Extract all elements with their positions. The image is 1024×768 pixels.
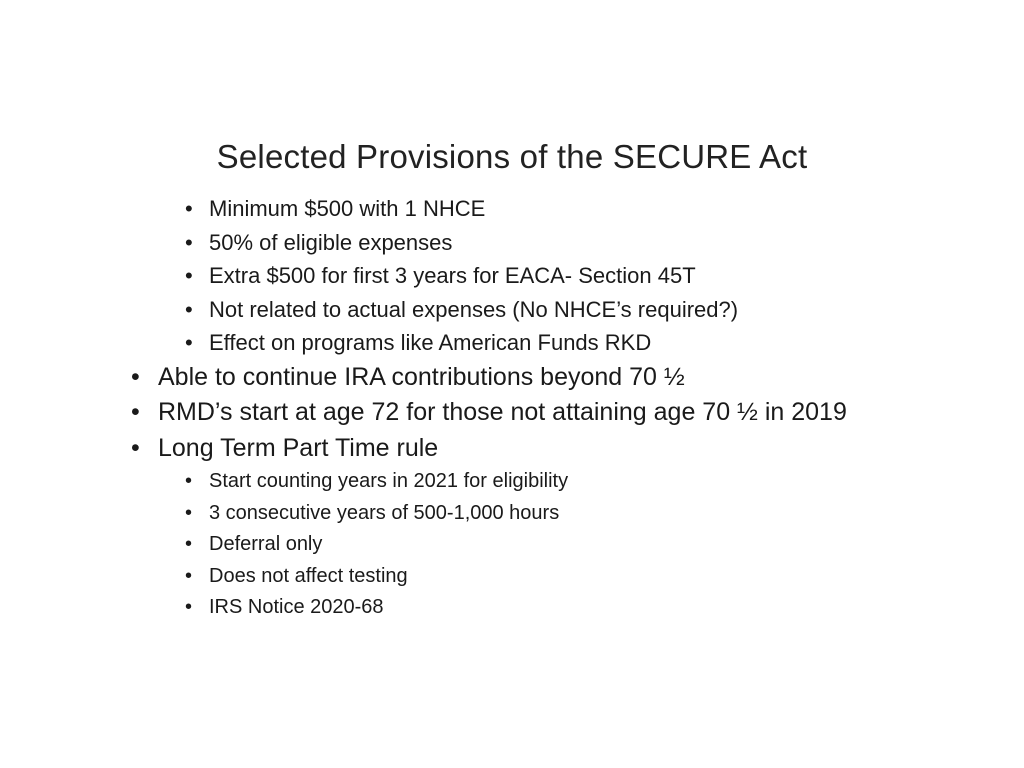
bullet-icon: • [185, 564, 193, 587]
bullet-icon: • [185, 196, 193, 221]
list-item-text: Start counting years in 2021 for eligibility [209, 470, 569, 492]
bullet-icon: • [185, 533, 193, 555]
list-item [131, 395, 1024, 431]
list-item-text: IRS Notice 2020-68 [209, 596, 384, 618]
list-item-text: 50% of eligible expenses [209, 229, 453, 255]
list-item-text: Extra $500 for first 3 years for EACA- Section 45T [209, 263, 696, 288]
bullet-icon: • [131, 433, 140, 462]
list-item [185, 192, 1024, 226]
bullet-list [0, 192, 1024, 624]
list-item [185, 466, 1024, 498]
list-item-text: Long Term Part Time rule [158, 433, 439, 462]
list-item [185, 293, 1024, 327]
list-item [185, 259, 1024, 293]
list-item-text: Able to continue IRA contributions beyond 70 ½ [158, 362, 685, 391]
list-item-text: Not related to actual expenses (No NHCE’s required?) [209, 296, 739, 322]
list-item-text: RMD’s start at age 72 for those not attaining age 70 ½ in 2019 [158, 398, 847, 426]
list-item [131, 431, 1024, 467]
bullet-icon: • [185, 263, 193, 288]
bullet-icon: • [185, 470, 193, 492]
list-item [185, 326, 1024, 360]
list-item-text: Does not affect testing [209, 564, 408, 587]
list-item [131, 360, 1024, 396]
list-item [185, 529, 1024, 561]
bullet-icon: • [131, 362, 140, 391]
list-item-text: Minimum $500 with 1 NHCE [209, 196, 486, 221]
bullet-icon: • [131, 398, 140, 426]
list-item [185, 561, 1024, 593]
list-item-text: 3 consecutive years of 500-1,000 hours [209, 501, 560, 524]
bullet-icon: • [185, 296, 193, 322]
list-item-text: Deferral only [209, 533, 323, 555]
bullet-icon: • [185, 229, 193, 255]
list-item [185, 226, 1024, 260]
list-item [185, 498, 1024, 530]
bullet-icon: • [185, 501, 193, 524]
list-item [185, 592, 1024, 624]
bullet-icon: • [185, 330, 193, 355]
bullet-icon: • [185, 596, 193, 618]
slide-title: Selected Provisions of the SECURE Act [216, 138, 808, 175]
list-item-text: Effect on programs like American Funds RKD [209, 330, 652, 355]
